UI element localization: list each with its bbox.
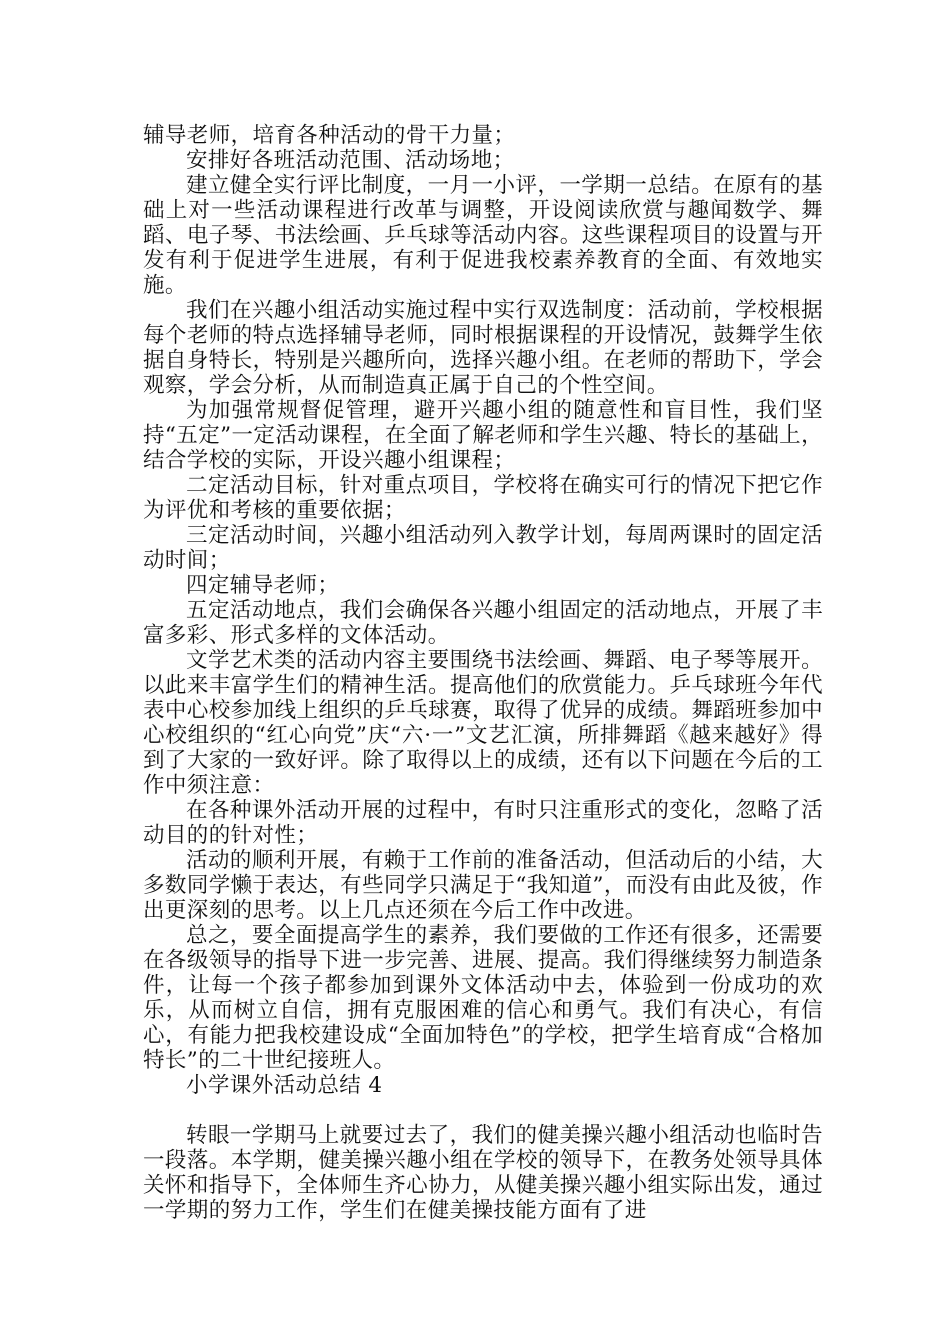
paragraph: 二定活动目标，针对重点项目，学校将在确实可行的情况下把它作为评优和考核的重要依据； xyxy=(143,473,823,523)
paragraph: 总之，要全面提高学生的素养，我们要做的工作还有很多，还需要在各级领导的指导下进一步完善、进展、提高。我们得继续努力制造条件，让每一个孩子都参加到课外文体活动中去，体验到一份成功的欢乐，从而树立自信，拥有克服困难的信心和勇气。我们有决心，有信心，有能力把我校建设成“全面加特色”的学校，把学生培育成“合格加特长”的二十世纪接班人。 xyxy=(143,923,823,1073)
paragraph: 在各种课外活动开展的过程中，有时只注重形式的变化，忽略了活动目的的针对性； xyxy=(143,798,823,848)
paragraph: 活动的顺利开展，有赖于工作前的准备活动，但活动后的小结，大多数同学懒于表达，有些同学只满足于“我知道”，而没有由此及彼，作出更深刻的思考。以上几点还须在今后工作中改进。 xyxy=(143,848,823,923)
paragraph: 安排好各班活动范围、活动场地； xyxy=(186,148,515,173)
paragraph-continuation: 辅导老师，培育各种活动的骨干力量； xyxy=(143,123,516,148)
paragraph: 建立健全实行评比制度，一月一小评，一学期一总结。在原有的基础上对一些活动课程进行改革与调整，开设阅读欣赏与趣闻数学、舞蹈、电子琴、书法绘画、乒乓球等活动内容。这些课程项目的设置与开发有利于促进学生进展，有利于促进我校素养教育的全面、有效地实施。 xyxy=(143,173,823,298)
section-heading: 小学课外活动总结 4 xyxy=(186,1073,383,1098)
paragraph: 转眼一学期马上就要过去了，我们的健美操兴趣小组活动也临时告一段落。本学期，健美操兴趣小组在学校的领导下，在教务处领导具体关怀和指导下，全体师生齐心协力，从健美操兴趣小组实际出发，通过一学期的努力工作，学生们在健美操技能方面有了进 xyxy=(143,1123,823,1223)
document-body xyxy=(143,123,823,1223)
paragraph: 文学艺术类的活动内容主要围绕书法绘画、舞蹈、电子琴等展开。以此来丰富学生们的精神生活。提高他们的欣赏能力。乒乓球班今年代表中心校参加线上组织的乒乓球赛，取得了优异的成绩。舞蹈班参加中心校组织的“红心向党”庆“六·一”文艺汇演，所排舞蹈《越来越好》得到了大家的一致好评。除了取得以上的成绩，还有以下问题在今后的工作中须注意： xyxy=(143,648,823,798)
paragraph: 四定辅导老师； xyxy=(186,573,340,598)
paragraph: 我们在兴趣小组活动实施过程中实行双选制度：活动前，学校根据每个老师的特点选择辅导老师，同时根据课程的开设情况，鼓舞学生依据自身特长，特别是兴趣所向，选择兴趣小组。在老师的帮助下，学会观察，学会分析，从而制造真正属于自己的个性空间。 xyxy=(143,298,823,398)
paragraph: 五定活动地点，我们会确保各兴趣小组固定的活动地点，开展了丰富多彩、形式多样的文体活动。 xyxy=(143,598,823,648)
paragraph: 三定活动时间，兴趣小组活动列入教学计划，每周两课时的固定活动时间； xyxy=(143,523,823,573)
paragraph: 为加强常规督促管理，避开兴趣小组的随意性和盲目性，我们坚持“五定”一定活动课程，在全面了解老师和学生兴趣、特长的基础上，结合学校的实际，开设兴趣小组课程； xyxy=(143,398,823,473)
